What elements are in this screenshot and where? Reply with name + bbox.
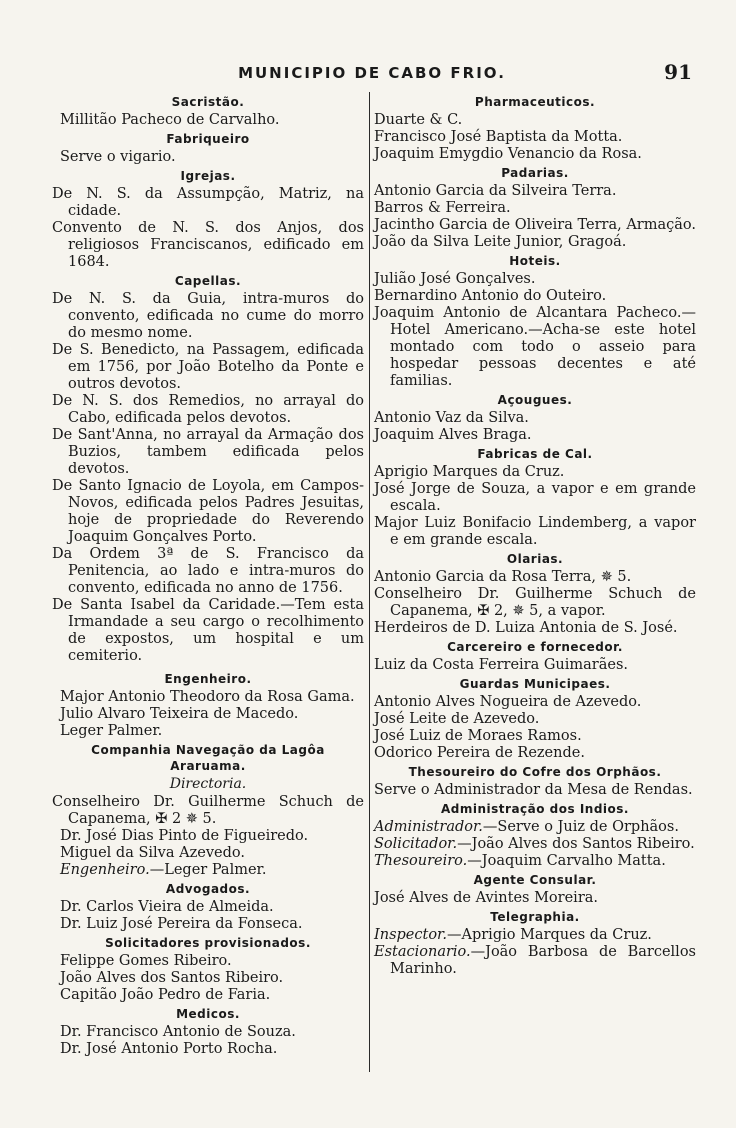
list-item: João Alves dos Santos Ribeiro. xyxy=(60,970,284,986)
list-item: De Santa Isabel da Caridade.—Tem esta Irmandade a seu cargo o recolhimento de expostos, um hospital e um cemiterio. xyxy=(52,597,364,664)
page-number: 91 xyxy=(664,60,692,84)
section-heading-thesoureiro: Thesoureiro do Cofre dos Orphãos. xyxy=(408,765,662,779)
list-item xyxy=(374,853,696,870)
list-item: De N. S. da Guia, intra-muros do convento, edificada no cume do morro do mesmo nome. xyxy=(52,291,364,341)
role-label: Inspector. xyxy=(374,927,447,943)
list-item: José Jorge de Souza, a vapor e em grande escala. xyxy=(374,481,696,514)
list-item: Dr. José Dias Pinto de Figueiredo. xyxy=(60,828,309,844)
list-item: Luiz da Costa Ferreira Guimarães. xyxy=(374,657,629,673)
list-item: Bernardino Antonio do Outeiro. xyxy=(374,288,607,304)
list-item xyxy=(374,927,696,944)
list-item: Major Luiz Bonifacio Lindemberg, a vapor e em grande escala. xyxy=(374,515,696,548)
role-value: —João Barbosa de Barcellos Marinho. xyxy=(390,944,696,977)
list-item: Herdeiros de D. Luiza Antonia de S. José. xyxy=(374,620,678,636)
role-value: —João Alves dos Santos Ribeiro. xyxy=(457,836,695,852)
section-heading-hoteis: Hoteis. xyxy=(509,254,561,268)
section-heading-pharmaceuticos: Pharmaceuticos. xyxy=(474,95,596,109)
list-item: Capitão João Pedro de Faria. xyxy=(60,987,271,1003)
list-item: Conselheiro Dr. Guilherme Schuch de Capanema, ✠ 2, ✵ 5, a vapor. xyxy=(374,586,696,619)
list-item: Aprigio Marques da Cruz. xyxy=(374,464,565,480)
role-label: Thesoureiro. xyxy=(374,853,468,869)
list-item: Major Antonio Theodoro da Rosa Gama. xyxy=(60,689,355,705)
list-item: Convento de N. S. dos Anjos, dos religiosos Franciscanos, edificado em 1684. xyxy=(52,220,364,270)
list-item: De Santo Ignacio de Loyola, em Campos-Novos, edificada pelos Padres Jesuitas, hoje de propriedade do Reverendo Joaquim Gonçalves Porto. xyxy=(52,478,364,545)
section-heading-indios: Administração dos Indios. xyxy=(441,802,629,816)
list-item: Miguel da Silva Azevedo. xyxy=(60,845,245,861)
list-item: Antonio Garcia da Silveira Terra. xyxy=(374,183,617,199)
role-value: —Joaquim Carvalho Matta. xyxy=(467,853,666,869)
role-label: Solicitador. xyxy=(374,836,458,852)
role-label: Administrador. xyxy=(374,819,483,835)
list-item xyxy=(52,862,364,879)
list-item: Serve o vigario. xyxy=(60,149,176,165)
list-item: Julião José Gonçalves. xyxy=(374,271,536,287)
section-heading-solicitadores: Solicitadores provisionados. xyxy=(105,936,311,950)
section-heading-fabricas-cal: Fabricas de Cal. xyxy=(477,447,593,461)
list-item: Antonio Vaz da Silva. xyxy=(374,410,529,426)
right-column xyxy=(374,92,696,978)
subheading-directoria: Directoria. xyxy=(169,776,247,792)
list-item: Felippe Gomes Ribeiro. xyxy=(60,953,232,969)
list-item: De Sant'Anna, no arrayal da Armação dos Buzios, tambem edificada pelos devotos. xyxy=(52,427,364,477)
section-heading-igrejas: Igrejas. xyxy=(180,169,236,183)
role-value: —Aprigio Marques da Cruz. xyxy=(447,927,652,943)
section-heading-fabriqueiro: Fabriqueiro xyxy=(166,132,250,146)
section-heading-engenheiro: Engenheiro. xyxy=(164,672,252,686)
list-item: Conselheiro Dr. Guilherme Schuch de Capanema, ✠ 2 ✵ 5. xyxy=(52,794,364,827)
list-item: Joaquim Antonio de Alcantara Pacheco.—Hotel Americano.—Acha-se este hotel montado com todo o asseio para hospedar pessoas decentes e até familias. xyxy=(374,305,696,389)
left-column xyxy=(52,92,364,1058)
list-item: Millitão Pacheco de Carvalho. xyxy=(60,112,280,128)
list-item: Dr. Francisco Antonio de Souza. xyxy=(60,1024,296,1040)
list-item: João da Silva Leite Junior, Gragoá. xyxy=(374,234,627,250)
role-label: Engenheiro. xyxy=(60,862,150,878)
list-item: Odorico Pereira de Rezende. xyxy=(374,745,585,761)
list-item: Antonio Alves Nogueira de Azevedo. xyxy=(374,694,642,710)
section-heading-agente: Agente Consular. xyxy=(473,873,597,887)
column-divider xyxy=(369,92,370,1072)
role-value: —Leger Palmer. xyxy=(149,862,267,878)
list-item: Duarte & C. xyxy=(374,112,463,128)
list-item: Serve o Administrador da Mesa de Rendas. xyxy=(374,782,693,798)
list-item: José Alves de Avintes Moreira. xyxy=(374,890,598,906)
list-item: Antonio Garcia da Rosa Terra, ✵ 5. xyxy=(374,569,632,585)
list-item: Joaquim Emygdio Venancio da Rosa. xyxy=(374,146,642,162)
list-item: Francisco José Baptista da Motta. xyxy=(374,129,623,145)
section-heading-olarias: Olarias. xyxy=(506,552,564,566)
list-item: José Leite de Azevedo. xyxy=(374,711,540,727)
list-item: Leger Palmer. xyxy=(60,723,163,739)
role-value: —Serve o Juiz de Orphãos. xyxy=(482,819,679,835)
list-item: José Luiz de Moraes Ramos. xyxy=(374,728,582,744)
section-heading-medicos: Medicos. xyxy=(176,1007,240,1021)
section-heading-sacristao: Sacristão. xyxy=(171,95,245,109)
section-heading-advogados: Advogados. xyxy=(165,882,251,896)
role-label: Estacionario. xyxy=(374,944,471,960)
section-heading-acougues: Açougues. xyxy=(497,393,573,407)
list-item: Dr. José Antonio Porto Rocha. xyxy=(60,1041,278,1057)
section-heading-guardas: Guardas Municipaes. xyxy=(459,677,611,691)
list-item: Da Ordem 3ª de S. Francisco da Penitencia, ao lado e intra-muros do convento, edificada no anno de 1756. xyxy=(52,546,364,596)
list-item: Joaquim Alves Braga. xyxy=(374,427,532,443)
list-item xyxy=(374,819,696,836)
page-header xyxy=(52,60,692,86)
section-heading-capellas: Capellas. xyxy=(174,274,242,288)
list-item: Barros & Ferreira. xyxy=(374,200,511,216)
list-item: De N. S. da Assumpção, Matriz, na cidade. xyxy=(52,186,364,219)
list-item: De S. Benedicto, na Passagem, edificada em 1756, por João Botelho da Ponte e outros devotos. xyxy=(52,342,364,392)
section-heading-telegraphia: Telegraphia. xyxy=(490,910,580,924)
list-item: Jacintho Garcia de Oliveira Terra, Armação. xyxy=(374,217,696,233)
list-item: Julio Alvaro Teixeira de Macedo. xyxy=(60,706,299,722)
list-item: De N. S. dos Remedios, no arrayal do Cabo, edificada pelos devotos. xyxy=(52,393,364,426)
section-heading-carcereiro: Carcereiro e fornecedor. xyxy=(447,640,623,654)
section-heading-companhia: Companhia Navegação da Lagôa Araruama. xyxy=(91,743,325,773)
list-item: Dr. Luiz José Pereira da Fonseca. xyxy=(60,916,303,932)
page-title: MUNICIPIO DE CABO FRIO. xyxy=(238,64,506,82)
list-item xyxy=(374,944,696,978)
section-heading-padarias: Padarias. xyxy=(501,166,569,180)
list-item xyxy=(374,836,696,853)
list-item: Dr. Carlos Vieira de Almeida. xyxy=(60,899,274,915)
